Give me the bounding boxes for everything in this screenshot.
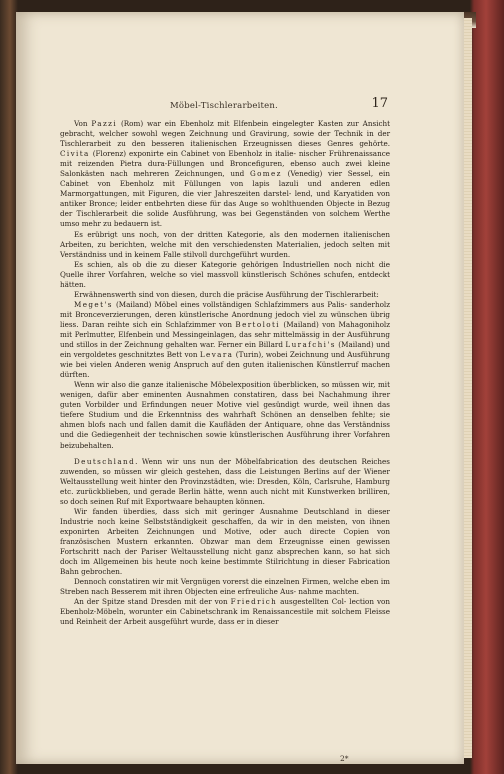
page-number: 17 xyxy=(371,96,388,111)
spaced-name: Civita xyxy=(60,149,90,159)
text-run: sehr mittelmässig in der Ausführung und stillos in der Zeichnung gehalten war. xyxy=(60,329,390,350)
paragraph xyxy=(60,290,390,300)
paragraph xyxy=(60,577,390,597)
spaced-name: Pazzi xyxy=(91,119,118,128)
text-run: Genres gehörte. xyxy=(327,139,391,149)
spaced-name: Bertoloti xyxy=(235,319,280,329)
text-run: Nachahmung ihrer guten Vorbilder und Erfindungen neuer Motive viel gesündigt xyxy=(60,390,390,410)
text-run: gewissen Fortschritt nach der Pariser Weltausstellung nicht ganz absprechen kann, xyxy=(60,536,390,556)
text-run: (Mailand) von Mahagoniholz mit Perlmutter, Elfenbein und Messingeinlagen, das xyxy=(60,319,390,339)
text-run: (Mailand) und ein vergoldetes geschnitztes xyxy=(60,340,390,360)
text-run: bei Gegenständen von solchem Werthe umso mehr zu bedauern ist. xyxy=(60,209,390,229)
text-run: Antiquare, ohne das Verständniss und die Gediegenheit der technischen sowie xyxy=(60,420,390,440)
text-run: lend, und Karyatiden von antiker Bronce; leider entbehrten diese für das Auge xyxy=(60,189,390,209)
text-run: Ferner ein Billard xyxy=(217,340,286,350)
spaced-name: Friedrich xyxy=(230,597,278,607)
text-run: schufen, entdeckt hätten. xyxy=(60,269,390,289)
text-run: ausgestellten Col- xyxy=(277,597,347,607)
text-run: (Venedig) vier Sessel, ein Cabinet von Ebenholz mit Füllungen von lapis lazuli xyxy=(60,169,390,189)
text-run: italienischen Arbeiten, zu berichten, welche mit den verschiedensten Materialien, xyxy=(60,229,390,249)
text-run: so wohlthuenden Objecte in Bezug der Tischlerarbeit die solide Ausführung, was xyxy=(60,199,390,219)
text-run: dieser Fabrication Bahn gebrochen. xyxy=(60,557,390,577)
body-text xyxy=(60,119,390,627)
text-run: Erwähnenswerth sind von diesen, durch die präcise Ausführung der xyxy=(74,289,323,299)
text-run: ebenso auch zwei kleine Salonkästen nach mehreren Zeichnungen, und xyxy=(60,159,390,179)
text-run: sanderholz mit Bronceverzierungen, deren künstlerische Anordnung jedoch viel xyxy=(60,299,390,319)
spaced-name: Levara xyxy=(199,350,234,360)
paragraph xyxy=(60,597,390,627)
text-run: (Mailand) Möbel eines vollständigen Schlafzimmers aus Palis- xyxy=(112,299,347,309)
text-run: jedoch selten mit Verständniss und in keinem Falle stilvoll durchgeführt wurden. xyxy=(60,239,390,259)
text-run: Reiches zuwenden, so müssen wir gleich gestehen, dass die Leistungen Berlins xyxy=(60,456,390,476)
text-run: (Florenz) exponirte ein Cabinet von Ebenholz in italie- xyxy=(89,149,296,159)
text-run: behaupten können. xyxy=(194,496,265,506)
text-run: Bett von xyxy=(166,350,200,360)
text-run: auf der Wiener Weltausstellung weit hinter den Provinzstädten, wie: Dresden, xyxy=(60,466,390,486)
text-run: künstlerischen Ausführung ihrer Vorfahren beizubehalten. xyxy=(60,430,390,450)
text-run: wurde, weil ihnen das tiefere Studium und die Erkenntniss des wahrhaft Schönen xyxy=(60,400,390,420)
text-run: und anderen edlen Marmorgattungen, mit Figuren, die vier Jahreszeiten darstel- xyxy=(60,179,390,199)
text-run: nicht die Quelle ihrer Vorfahren, welche so viel massvoll künstlerisch Schönes xyxy=(60,259,390,279)
text-run: Technik in der Tischlerarbeit zu den besseren italienischen Erzeugnissen dieses xyxy=(60,129,391,149)
text-run: so hat sich doch im Allgemeinen bis heute noch keine bestimmte Stilrichtung in xyxy=(60,546,390,567)
text-run: Köln, Carlsruhe, Hamburg etc. zurückblieben, und gerade Berlin hätte, wenn xyxy=(60,476,390,496)
text-run: dieser Industrie noch keine Selbstständigkeit geschaffen, da wir in den meisten, xyxy=(60,506,390,526)
text-run: auch nicht mit Kunstwerken brilliren, so doch seinen Ruf mit Exportwaare xyxy=(60,486,390,506)
paragraph xyxy=(60,260,390,290)
spaced-name: Meget's xyxy=(74,299,113,309)
paragraph xyxy=(60,230,390,260)
spaced-name: Gomez xyxy=(249,169,282,179)
text-run: zur Ansicht gebracht, welcher sowohl wegen Zeichnung und Gravirung, sowie der xyxy=(60,119,390,139)
spaced-name: Lurafchi's xyxy=(285,340,336,350)
text-run: nahme machten. xyxy=(298,587,360,597)
text-run: von ihnen exponirten Arbeiten Zeichnungen und Motive, oder auch directe xyxy=(60,516,390,536)
page-edges xyxy=(464,18,472,758)
text-run: zu wünschen übrig liess. Daran reihte sich ein Schlafzimmer von xyxy=(60,309,390,329)
text-run: welche eben im Streben nach Besserem mit ihren Objecten eine erfreuliche Aus- xyxy=(60,577,390,597)
running-head: Möbel-Tischlerarbeiten. xyxy=(170,101,278,111)
text-run: Es schien, als ob die zu dieser Kategorie gehörigen Industriellen noch xyxy=(74,259,352,269)
text-run: (Turin), wobei Zeichnung und Ausführung wie bei vielen xyxy=(60,350,390,370)
text-run: mit solchem Fleisse und Reinheit der Arbeit ausgeführt wurde, dass er in dieser xyxy=(60,607,390,627)
text-run: Wir fanden überdies, dass sich mit geringer Ausnahme Deutschland in xyxy=(74,506,362,516)
text-run: Copien von französischen Mustern erkannten. Obzwar man dem Erzeugnisse einen xyxy=(60,526,390,546)
paragraph xyxy=(60,380,390,450)
paragraph xyxy=(60,507,390,577)
paragraph xyxy=(60,300,390,380)
text-run: lection von Ebenholz-Möbeln, worunter ein Cabinetschrank im Renaissancestile xyxy=(60,597,390,617)
signature-mark: 2* xyxy=(340,754,349,763)
text-run: dürften. xyxy=(60,370,90,380)
paragraph xyxy=(60,457,390,507)
text-run: Anderen wenig Anspruch auf den guten italienischen Künstlerruf machen xyxy=(114,360,390,370)
text-run: . Wenn wir uns nun der Möbelfabrication des deutschen xyxy=(135,456,357,466)
text-run: (Rom) war ein Ebenholz mit Elfenbein eingelegter Kasten xyxy=(117,119,343,128)
text-run: an denselben fehlte; sie ahmen blofs nach und fallen damit die Kaufläden der xyxy=(60,410,390,430)
text-run: Wenn wir also die ganze italienische Möbelexposition überblicken, so xyxy=(74,380,330,390)
text-run: müssen wir, mit wenigen, dafür aber eminenten Ausnahmen constatiren, dass bei xyxy=(60,380,390,400)
text-run: An der Spitze stand Dresden mit der von xyxy=(74,597,231,607)
text-run: nischer Frührenaissance mit reizenden Pietra dura-Füllungen und Broncefiguren, xyxy=(60,149,390,169)
text-run: Von xyxy=(74,119,92,128)
text-run: Dennoch constatiren wir mit Vergnügen vorerst die einzelnen Firmen, xyxy=(74,577,331,587)
text-run: Tischlerarbeit: xyxy=(325,289,379,299)
spaced-name: Deutschland xyxy=(74,456,136,466)
text-run: Es erübrigt uns noch, von der dritten Kategorie, als den modernen xyxy=(74,229,340,239)
page-header xyxy=(60,96,388,115)
paragraph xyxy=(60,119,390,230)
